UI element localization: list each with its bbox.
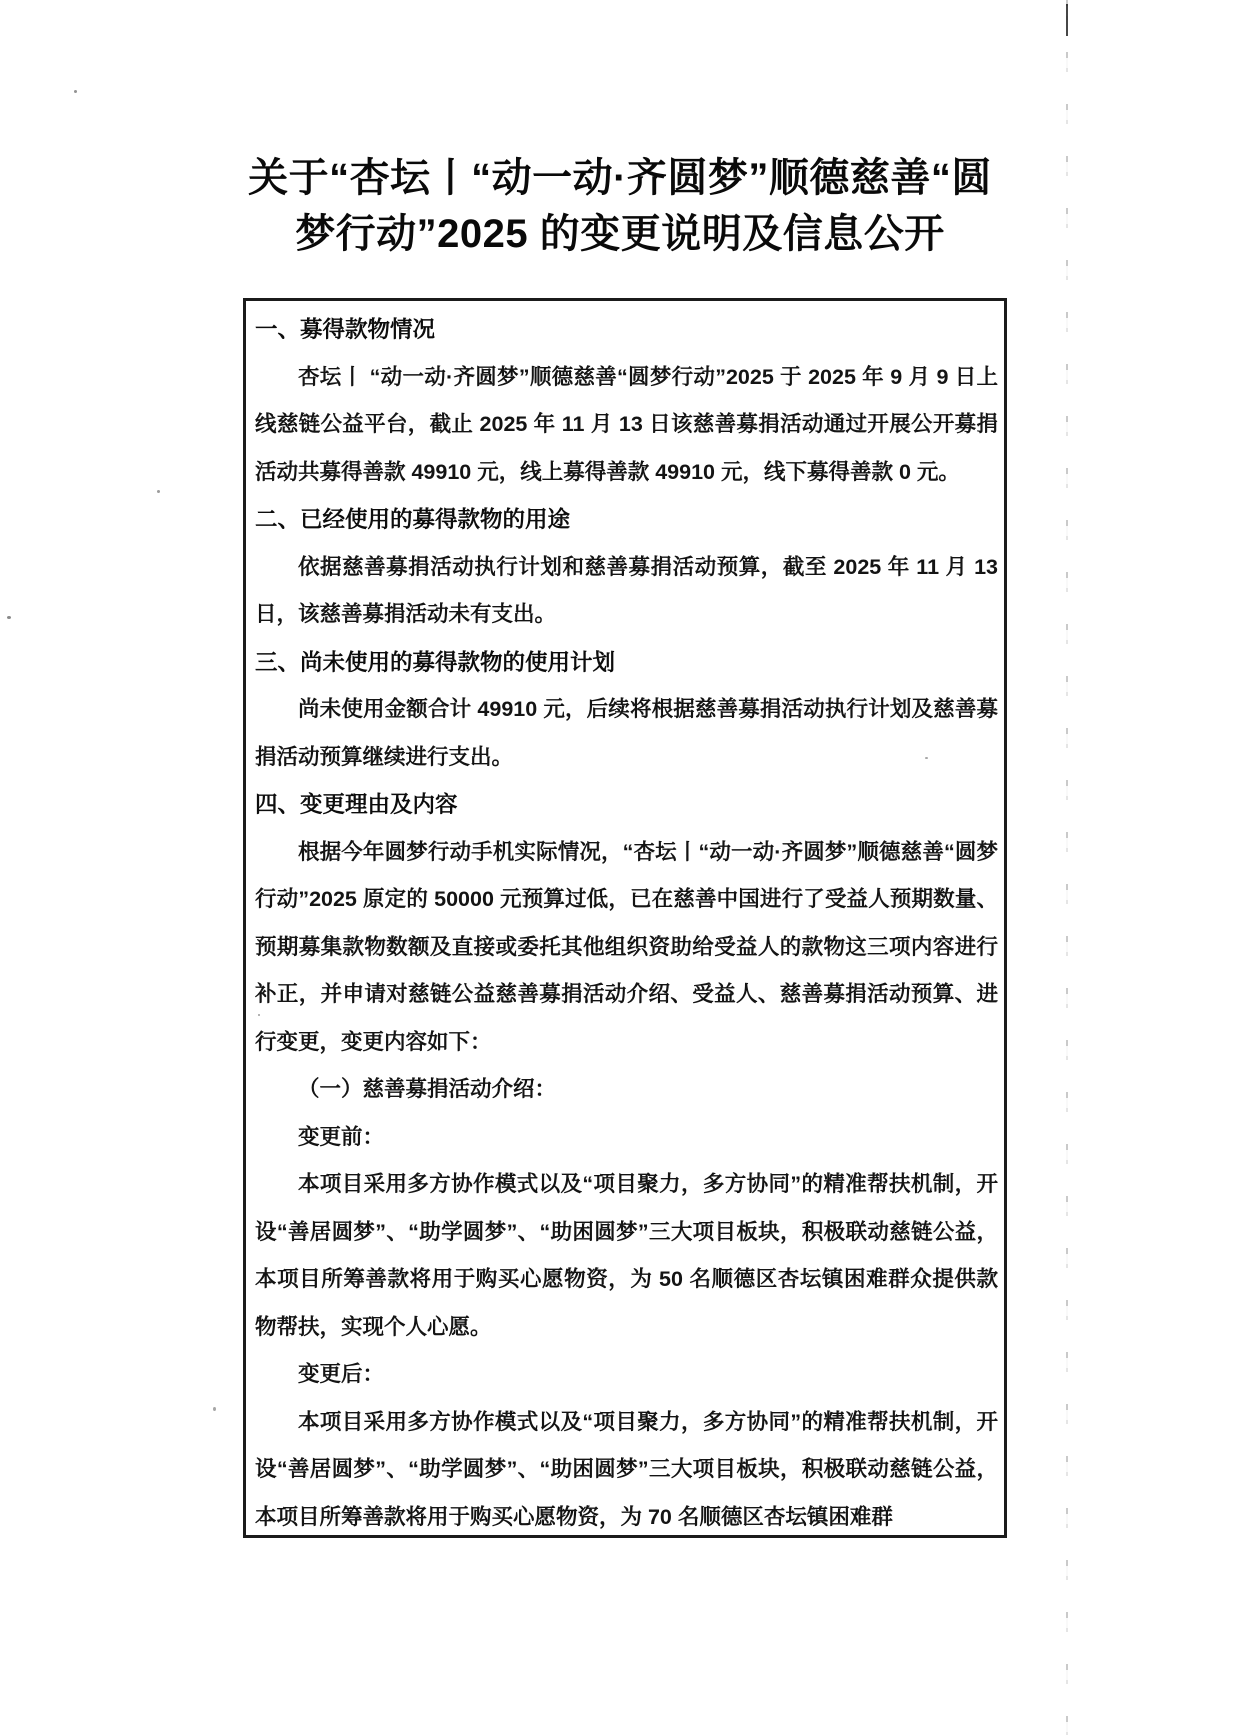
- section-4-subheading-intro: （一）慈善募捐活动介绍：: [298, 1077, 557, 1101]
- scan-artifact-line-cap: [1066, 4, 1068, 36]
- section-4-heading: 四、变更理由及内容: [255, 792, 458, 817]
- section-2-paragraph: 依据慈善募捐活动执行计划和慈善募捐活动预算，截至 2025 年 11 月 13 日，该慈善募捐活动未有支出。: [255, 554, 998, 626]
- section-4-paragraph-reason: 根据今年圆梦行动手机实际情况，“杏坛丨“动一动·齐圆梦”顺德慈善“圆梦行动”2025 原定的 50000 元预算过低，已在慈善中国进行了受益人预期数量、预期募集款物数额及直接或委托其他组织资助给受益人的款物这三项内容进行补正，并申请对慈链公益慈善募捐活动介绍、受益人、慈善募捐活动预算、进行变更，变更内容如下：: [255, 839, 998, 1054]
- section-3-heading: 三、尚未使用的募得款物的使用计划: [255, 649, 616, 675]
- scan-speck: [74, 90, 77, 93]
- document-title: [0, 150, 1240, 262]
- section-1-paragraph: 杏坛丨 “动一动·齐圆梦”顺德慈善“圆梦行动”2025 于 2025 年 9 月 9 日上线慈链公益平台，截止 2025 年 11 月 13 日该慈善募捐活动通过开展公开募捐活动共募得善款 49910 元，线上募得善款 49910 元，线下募得善款 0 元。: [255, 364, 998, 484]
- section-3-paragraph: 尚未使用金额合计 49910 元，后续将根据慈善募捐活动执行计划及慈善募捐活动预算继续进行支出。: [255, 697, 998, 769]
- document-title-line2: 梦行动”2025 的变更说明及信息公开: [295, 212, 945, 256]
- document-title-line1: 关于“杏坛丨“动一动·齐圆梦”顺德慈善“圆: [248, 156, 992, 200]
- scan-speck: [7, 616, 11, 619]
- section-4-label-after-change: 变更后：: [298, 1362, 385, 1386]
- section-1-heading: 一、募得款物情况: [255, 317, 436, 342]
- section-2-heading: 二、已经使用的募得款物的用途: [255, 507, 571, 532]
- document-body-box: [243, 298, 1007, 1538]
- section-4-paragraph-after-change: 本项目采用多方协作模式以及“项目聚力，多方协同”的精准帮扶机制，开设“善居圆梦”、“助学圆梦”、“助困圆梦”三大项目板块，积极联动慈链公益，本项目所筹善款将用于购买心愿物资，为 70 名顺德区杏坛镇困难群: [255, 1409, 998, 1529]
- scan-speck: [213, 1407, 216, 1411]
- scan-speck: [157, 490, 160, 493]
- section-4-label-before-change: 变更前：: [298, 1124, 385, 1149]
- section-4-paragraph-before-change: 本项目采用多方协作模式以及“项目聚力，多方协同”的精准帮扶机制，开设“善居圆梦”、“助学圆梦”、“助困圆梦”三大项目板块，积极联动慈链公益，本项目所筹善款将用于购买心愿物资，为 50 名顺德区杏坛镇困难群众提供款物帮扶，实现个人心愿。: [255, 1172, 998, 1339]
